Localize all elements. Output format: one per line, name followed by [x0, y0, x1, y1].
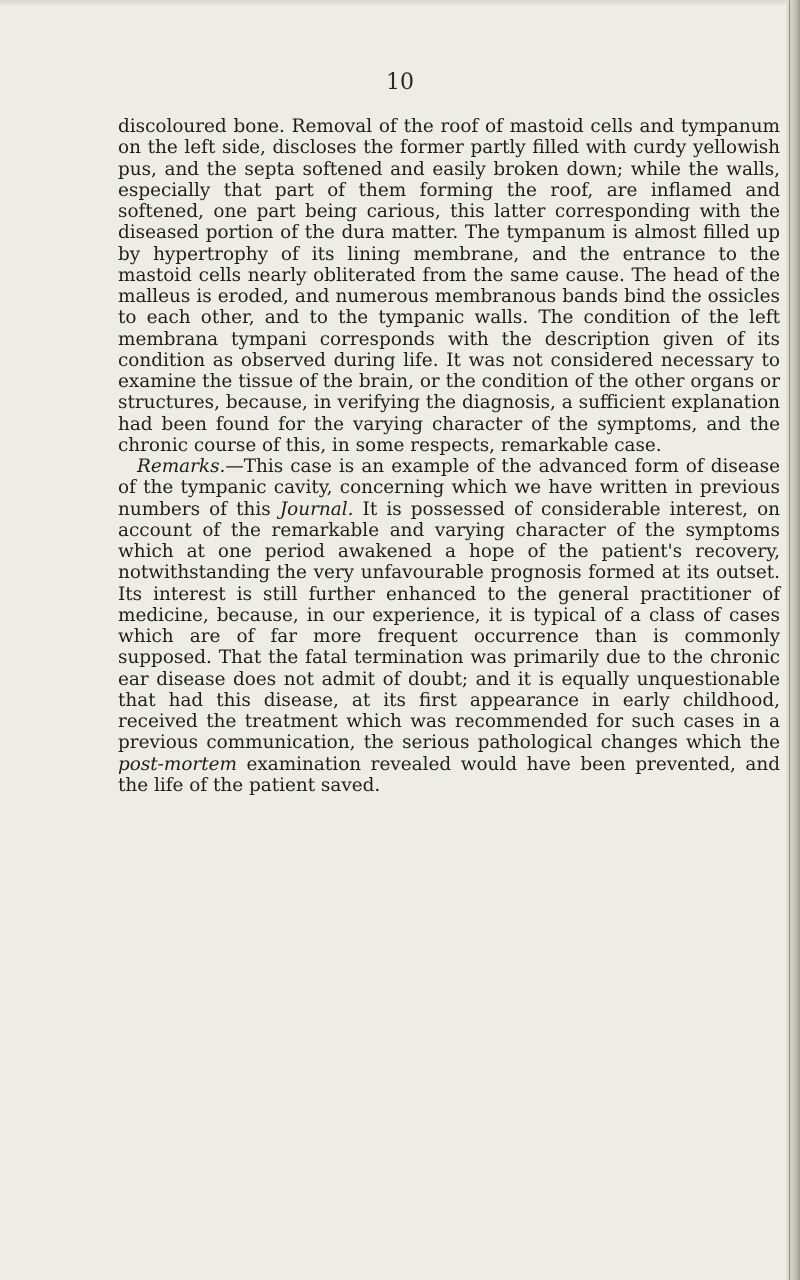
paragraph-autopsy-findings — [118, 116, 780, 456]
paragraph-remarks — [118, 456, 780, 796]
latin-term: post-mortem — [118, 753, 237, 775]
paragraph-text: It is possessed of considerable interest, on account of the remarkable and varying character of the symptoms which at one period awakened a hope of the patient's recovery, notwithstanding the very unfavourable prognosis formed at its outset. Its interest is still further enhanced to the general practitioner of medicine, because, in our experience, it is typical of a class of cases which are of far more frequent occurrence than is commonly supposed. That the fatal termination was primarily due to the chronic ear disease does not admit of doubt; and it is equally unquestionable that had this disease, at its first appearance in early childhood, received the treatment which was recommended for such cases in a previous communication, the serious pathological changes which the — [118, 498, 781, 754]
body-text — [118, 116, 780, 796]
paragraph-text: —This case is an example of the advanced form of disease of the tympanic cavity, concerning which we have written in previous numbers of this — [118, 456, 780, 520]
paragraph-text: examination revealed would have been prevented, and the life of the patient saved. — [118, 753, 780, 796]
journal-title: Journal. — [279, 498, 354, 520]
paragraph-text: discoloured bone. Removal of the roof of mastoid cells and tympanum on the left side, discloses the former partly filled with curdy yellowish pus, and the septa softened and easily broken down; while the walls, especially that part of them forming the roof, are inflamed and softened, one part being carious, this latter corresponding with the diseased portion of the dura matter. The tympanum is almost filled up by hypertrophy of its lining membrane, and the entrance to the mastoid cells nearly obliterated from the same cause. The head of the malleus is eroded, and numerous membranous bands bind the ossicles to each other, and to the tympanic walls. The condition of the left membrana tympani corresponds with the description given of its condition as observed during life. It was not considered necessary to examine the tissue of the brain, or the condition of the other organs or structures, because, in verifying the diagnosis, a sufficient explanation had been found for the varying character of the symptoms, and the chronic course of this, in some respects, remarkable case. — [118, 116, 780, 456]
remarks-heading: Remarks. — [137, 456, 226, 477]
binding-shadow-line — [789, 0, 790, 1280]
page-number: 10 — [386, 70, 414, 95]
page-top-edge — [0, 0, 800, 6]
